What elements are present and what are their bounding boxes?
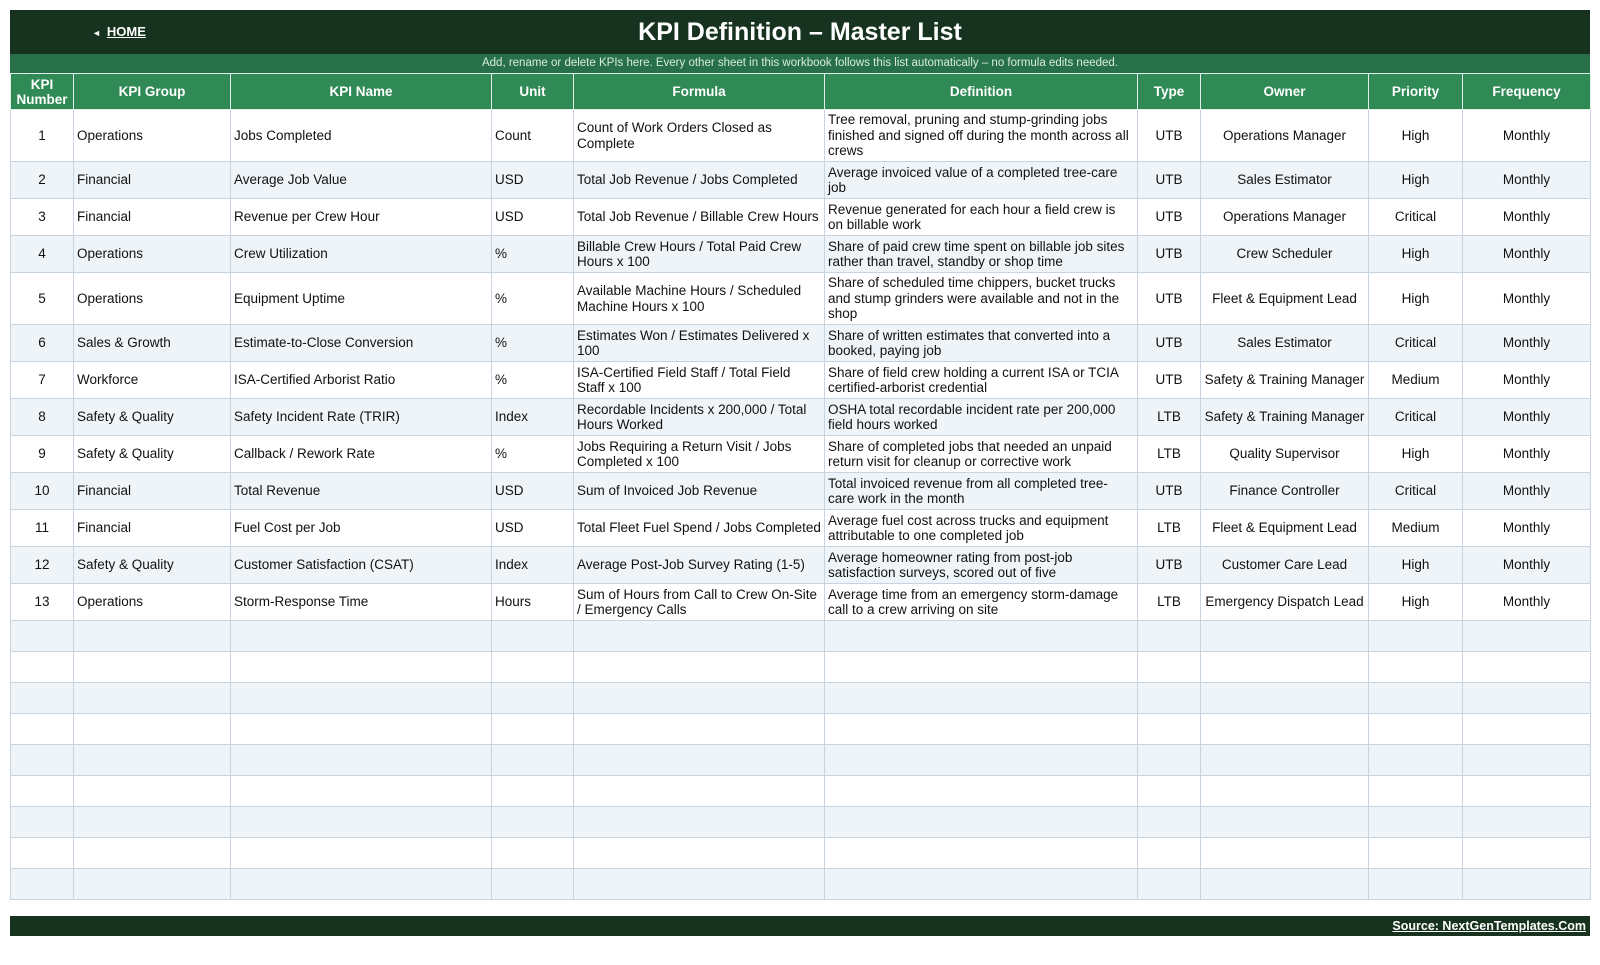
- formula-cell[interactable]: Sum of Hours from Call to Crew On-Site / Emergency Calls: [574, 584, 825, 621]
- formula-cell[interactable]: Total Job Revenue / Billable Crew Hours: [574, 199, 825, 236]
- definition-cell[interactable]: Average homeowner rating from post-job satisfaction surveys, scored out of five: [825, 547, 1138, 584]
- empty-cell[interactable]: [825, 838, 1138, 869]
- frequency-cell[interactable]: Monthly: [1463, 162, 1591, 199]
- empty-cell[interactable]: [231, 652, 492, 683]
- kpi-group-cell[interactable]: Safety & Quality: [74, 547, 231, 584]
- empty-cell[interactable]: [1138, 776, 1201, 807]
- owner-cell[interactable]: Emergency Dispatch Lead: [1201, 584, 1369, 621]
- empty-cell[interactable]: [1463, 745, 1591, 776]
- empty-cell[interactable]: [1463, 683, 1591, 714]
- formula-cell[interactable]: Jobs Requiring a Return Visit / Jobs Completed x 100: [574, 436, 825, 473]
- table-row: [11, 584, 1591, 621]
- kpi-group-cell[interactable]: Financial: [74, 162, 231, 199]
- kpi-number-cell[interactable]: 8: [11, 399, 74, 436]
- empty-cell[interactable]: [492, 745, 574, 776]
- empty-cell[interactable]: [1369, 621, 1463, 652]
- priority-cell[interactable]: High: [1369, 236, 1463, 273]
- table-row: [11, 436, 1591, 473]
- empty-cell[interactable]: [231, 869, 492, 900]
- empty-table-row: [11, 714, 1591, 745]
- definition-cell[interactable]: Share of scheduled time chippers, bucket trucks and stump grinders were available and not in the shop: [825, 273, 1138, 325]
- empty-cell[interactable]: [825, 683, 1138, 714]
- priority-cell[interactable]: High: [1369, 110, 1463, 162]
- col-header-formula[interactable]: Formula: [574, 74, 825, 110]
- kpi-number-cell[interactable]: 10: [11, 473, 74, 510]
- kpi-name-cell[interactable]: Customer Satisfaction (CSAT): [231, 547, 492, 584]
- empty-cell[interactable]: [1201, 652, 1369, 683]
- empty-table-row: [11, 838, 1591, 869]
- kpi-table: [10, 73, 1591, 900]
- kpi-number-cell[interactable]: 4: [11, 236, 74, 273]
- frequency-cell[interactable]: Monthly: [1463, 236, 1591, 273]
- empty-cell[interactable]: [231, 714, 492, 745]
- priority-cell[interactable]: Critical: [1369, 473, 1463, 510]
- kpi-name-cell[interactable]: Storm-Response Time: [231, 584, 492, 621]
- empty-cell[interactable]: [74, 807, 231, 838]
- empty-cell[interactable]: [74, 621, 231, 652]
- table-row: [11, 325, 1591, 362]
- unit-cell[interactable]: %: [492, 436, 574, 473]
- kpi-name-cell[interactable]: Revenue per Crew Hour: [231, 199, 492, 236]
- home-link[interactable]: [92, 10, 146, 54]
- table-row: [11, 199, 1591, 236]
- empty-cell[interactable]: [1463, 714, 1591, 745]
- kpi-number-cell[interactable]: 1: [11, 110, 74, 162]
- col-header-kpi-group[interactable]: KPI Group: [74, 74, 231, 110]
- definition-cell[interactable]: Share of written estimates that converted into a booked, paying job: [825, 325, 1138, 362]
- source-link[interactable]: Source: NextGenTemplates.Com: [1392, 919, 1586, 933]
- empty-cell[interactable]: [74, 652, 231, 683]
- empty-cell[interactable]: [825, 621, 1138, 652]
- priority-cell[interactable]: Critical: [1369, 199, 1463, 236]
- owner-cell[interactable]: Quality Supervisor: [1201, 436, 1369, 473]
- kpi-group-cell[interactable]: Workforce: [74, 362, 231, 399]
- frequency-cell[interactable]: Monthly: [1463, 510, 1591, 547]
- kpi-group-cell[interactable]: Safety & Quality: [74, 436, 231, 473]
- footer-bar: [10, 916, 1590, 936]
- frequency-cell[interactable]: Monthly: [1463, 199, 1591, 236]
- empty-cell[interactable]: [1463, 621, 1591, 652]
- empty-cell[interactable]: [825, 652, 1138, 683]
- frequency-cell[interactable]: Monthly: [1463, 436, 1591, 473]
- empty-cell[interactable]: [1138, 807, 1201, 838]
- empty-cell[interactable]: [74, 683, 231, 714]
- col-header-kpi-name[interactable]: KPI Name: [231, 74, 492, 110]
- col-header-unit[interactable]: Unit: [492, 74, 574, 110]
- empty-cell[interactable]: [1369, 683, 1463, 714]
- empty-cell[interactable]: [11, 807, 74, 838]
- type-cell[interactable]: UTB: [1138, 325, 1201, 362]
- type-cell[interactable]: UTB: [1138, 473, 1201, 510]
- empty-cell[interactable]: [574, 807, 825, 838]
- priority-cell[interactable]: High: [1369, 162, 1463, 199]
- kpi-number-cell[interactable]: 11: [11, 510, 74, 547]
- table-row: [11, 273, 1591, 325]
- kpi-group-cell[interactable]: Safety & Quality: [74, 399, 231, 436]
- priority-cell[interactable]: High: [1369, 273, 1463, 325]
- col-header-kpi-number[interactable]: KPI Number: [11, 74, 74, 110]
- frequency-cell[interactable]: Monthly: [1463, 399, 1591, 436]
- priority-cell[interactable]: Critical: [1369, 399, 1463, 436]
- kpi-number-cell[interactable]: 9: [11, 436, 74, 473]
- kpi-group-cell[interactable]: Financial: [74, 473, 231, 510]
- empty-cell[interactable]: [1463, 776, 1591, 807]
- formula-cell[interactable]: Billable Crew Hours / Total Paid Crew Hours x 100: [574, 236, 825, 273]
- type-cell[interactable]: LTB: [1138, 510, 1201, 547]
- empty-cell[interactable]: [1463, 652, 1591, 683]
- col-header-type[interactable]: Type: [1138, 74, 1201, 110]
- empty-cell[interactable]: [11, 714, 74, 745]
- empty-cell[interactable]: [1201, 714, 1369, 745]
- empty-cell[interactable]: [1463, 807, 1591, 838]
- empty-cell[interactable]: [574, 838, 825, 869]
- empty-cell[interactable]: [1369, 776, 1463, 807]
- kpi-group-cell[interactable]: Operations: [74, 110, 231, 162]
- owner-cell[interactable]: Finance Controller: [1201, 473, 1369, 510]
- owner-cell[interactable]: Safety & Training Manager: [1201, 362, 1369, 399]
- empty-table-row: [11, 621, 1591, 652]
- unit-cell[interactable]: USD: [492, 162, 574, 199]
- empty-cell[interactable]: [492, 683, 574, 714]
- formula-cell[interactable]: Total Fleet Fuel Spend / Jobs Completed: [574, 510, 825, 547]
- kpi-name-cell[interactable]: Estimate-to-Close Conversion: [231, 325, 492, 362]
- type-cell[interactable]: LTB: [1138, 436, 1201, 473]
- empty-cell[interactable]: [231, 621, 492, 652]
- owner-cell[interactable]: Fleet & Equipment Lead: [1201, 273, 1369, 325]
- priority-cell[interactable]: High: [1369, 584, 1463, 621]
- empty-cell[interactable]: [1138, 869, 1201, 900]
- kpi-group-cell[interactable]: Operations: [74, 584, 231, 621]
- frequency-cell[interactable]: Monthly: [1463, 273, 1591, 325]
- empty-table-row: [11, 652, 1591, 683]
- table-row: [11, 110, 1591, 162]
- kpi-group-cell[interactable]: Financial: [74, 510, 231, 547]
- empty-table-row: [11, 807, 1591, 838]
- empty-cell[interactable]: [11, 683, 74, 714]
- kpi-name-cell[interactable]: Safety Incident Rate (TRIR): [231, 399, 492, 436]
- empty-cell[interactable]: [825, 776, 1138, 807]
- unit-cell[interactable]: USD: [492, 199, 574, 236]
- formula-cell[interactable]: Estimates Won / Estimates Delivered x 100: [574, 325, 825, 362]
- empty-cell[interactable]: [492, 621, 574, 652]
- formula-cell[interactable]: Available Machine Hours / Scheduled Machine Hours x 100: [574, 273, 825, 325]
- empty-cell[interactable]: [11, 621, 74, 652]
- empty-cell[interactable]: [231, 838, 492, 869]
- kpi-number-cell[interactable]: 13: [11, 584, 74, 621]
- formula-cell[interactable]: Total Job Revenue / Jobs Completed: [574, 162, 825, 199]
- empty-cell[interactable]: [231, 776, 492, 807]
- owner-cell[interactable]: Sales Estimator: [1201, 325, 1369, 362]
- empty-cell[interactable]: [74, 745, 231, 776]
- empty-cell[interactable]: [574, 776, 825, 807]
- empty-cell[interactable]: [492, 776, 574, 807]
- priority-cell[interactable]: High: [1369, 547, 1463, 584]
- priority-cell[interactable]: Medium: [1369, 510, 1463, 547]
- empty-cell[interactable]: [1138, 714, 1201, 745]
- empty-cell[interactable]: [74, 776, 231, 807]
- table-row: [11, 162, 1591, 199]
- kpi-group-cell[interactable]: Sales & Growth: [74, 325, 231, 362]
- empty-cell[interactable]: [74, 869, 231, 900]
- kpi-name-cell[interactable]: Fuel Cost per Job: [231, 510, 492, 547]
- empty-cell[interactable]: [231, 807, 492, 838]
- owner-cell[interactable]: Safety & Training Manager: [1201, 399, 1369, 436]
- definition-cell[interactable]: Average time from an emergency storm-damage call to a crew arriving on site: [825, 584, 1138, 621]
- kpi-number-cell[interactable]: 2: [11, 162, 74, 199]
- frequency-cell[interactable]: Monthly: [1463, 584, 1591, 621]
- empty-cell[interactable]: [74, 838, 231, 869]
- kpi-group-cell[interactable]: Operations: [74, 236, 231, 273]
- table-row: [11, 510, 1591, 547]
- unit-cell[interactable]: Hours: [492, 584, 574, 621]
- owner-cell[interactable]: Operations Manager: [1201, 199, 1369, 236]
- unit-cell[interactable]: Index: [492, 547, 574, 584]
- type-cell[interactable]: LTB: [1138, 584, 1201, 621]
- empty-cell[interactable]: [825, 745, 1138, 776]
- empty-cell[interactable]: [11, 869, 74, 900]
- empty-cell[interactable]: [1201, 621, 1369, 652]
- empty-cell[interactable]: [11, 838, 74, 869]
- empty-cell[interactable]: [574, 714, 825, 745]
- empty-cell[interactable]: [231, 745, 492, 776]
- empty-cell[interactable]: [574, 869, 825, 900]
- kpi-group-cell[interactable]: Operations: [74, 273, 231, 325]
- type-cell[interactable]: UTB: [1138, 547, 1201, 584]
- definition-cell[interactable]: Average invoiced value of a completed tree-care job: [825, 162, 1138, 199]
- type-cell[interactable]: UTB: [1138, 162, 1201, 199]
- formula-cell[interactable]: Sum of Invoiced Job Revenue: [574, 473, 825, 510]
- empty-cell[interactable]: [492, 714, 574, 745]
- unit-cell[interactable]: Count: [492, 110, 574, 162]
- unit-cell[interactable]: %: [492, 236, 574, 273]
- table-row: [11, 399, 1591, 436]
- empty-cell[interactable]: [231, 683, 492, 714]
- formula-cell[interactable]: Average Post-Job Survey Rating (1-5): [574, 547, 825, 584]
- empty-cell[interactable]: [1138, 838, 1201, 869]
- table-row: [11, 547, 1591, 584]
- empty-cell[interactable]: [492, 869, 574, 900]
- frequency-cell[interactable]: Monthly: [1463, 362, 1591, 399]
- definition-cell[interactable]: Share of paid crew time spent on billable job sites rather than travel, standby or shop time: [825, 236, 1138, 273]
- table-body: [11, 110, 1591, 900]
- empty-cell[interactable]: [1201, 745, 1369, 776]
- kpi-name-cell[interactable]: Crew Utilization: [231, 236, 492, 273]
- unit-cell[interactable]: %: [492, 362, 574, 399]
- empty-cell[interactable]: [74, 714, 231, 745]
- kpi-sheet: [10, 10, 1590, 900]
- definition-cell[interactable]: Tree removal, pruning and stump-grinding jobs finished and signed off during the month across all crews: [825, 110, 1138, 162]
- empty-table-row: [11, 745, 1591, 776]
- empty-cell[interactable]: [574, 621, 825, 652]
- empty-cell[interactable]: [1138, 745, 1201, 776]
- empty-cell[interactable]: [574, 745, 825, 776]
- empty-cell[interactable]: [11, 745, 74, 776]
- empty-table-row: [11, 683, 1591, 714]
- owner-cell[interactable]: Operations Manager: [1201, 110, 1369, 162]
- definition-cell[interactable]: Total invoiced revenue from all completed tree-care work in the month: [825, 473, 1138, 510]
- unit-cell[interactable]: USD: [492, 473, 574, 510]
- kpi-number-cell[interactable]: 5: [11, 273, 74, 325]
- empty-table-row: [11, 869, 1591, 900]
- formula-cell[interactable]: Count of Work Orders Closed as Complete: [574, 110, 825, 162]
- definition-cell[interactable]: Average fuel cost across trucks and equipment attributable to one completed job: [825, 510, 1138, 547]
- empty-cell[interactable]: [1369, 745, 1463, 776]
- empty-cell[interactable]: [574, 683, 825, 714]
- empty-cell[interactable]: [11, 652, 74, 683]
- col-header-owner[interactable]: Owner: [1201, 74, 1369, 110]
- empty-cell[interactable]: [1201, 869, 1369, 900]
- empty-cell[interactable]: [11, 776, 74, 807]
- kpi-name-cell[interactable]: ISA-Certified Arborist Ratio: [231, 362, 492, 399]
- frequency-cell[interactable]: Monthly: [1463, 547, 1591, 584]
- type-cell[interactable]: UTB: [1138, 273, 1201, 325]
- unit-cell[interactable]: Index: [492, 399, 574, 436]
- empty-cell[interactable]: [1138, 621, 1201, 652]
- formula-cell[interactable]: Recordable Incidents x 200,000 / Total Hours Worked: [574, 399, 825, 436]
- empty-cell[interactable]: [492, 838, 574, 869]
- empty-cell[interactable]: [574, 652, 825, 683]
- empty-cell[interactable]: [1369, 714, 1463, 745]
- kpi-number-cell[interactable]: 12: [11, 547, 74, 584]
- type-cell[interactable]: UTB: [1138, 110, 1201, 162]
- empty-cell[interactable]: [825, 807, 1138, 838]
- type-cell[interactable]: UTB: [1138, 199, 1201, 236]
- empty-cell[interactable]: [1201, 776, 1369, 807]
- unit-cell[interactable]: USD: [492, 510, 574, 547]
- empty-cell[interactable]: [1369, 838, 1463, 869]
- type-cell[interactable]: LTB: [1138, 399, 1201, 436]
- empty-cell[interactable]: [825, 714, 1138, 745]
- page-title: KPI Definition – Master List: [638, 18, 962, 46]
- kpi-name-cell[interactable]: Total Revenue: [231, 473, 492, 510]
- frequency-cell[interactable]: Monthly: [1463, 110, 1591, 162]
- kpi-name-cell[interactable]: Equipment Uptime: [231, 273, 492, 325]
- title-bar: [10, 10, 1590, 54]
- header-row: [11, 74, 1591, 110]
- empty-cell[interactable]: [1201, 683, 1369, 714]
- kpi-number-cell[interactable]: 6: [11, 325, 74, 362]
- empty-cell[interactable]: [1463, 869, 1591, 900]
- kpi-name-cell[interactable]: Jobs Completed: [231, 110, 492, 162]
- priority-cell[interactable]: High: [1369, 436, 1463, 473]
- kpi-number-cell[interactable]: 3: [11, 199, 74, 236]
- owner-cell[interactable]: Fleet & Equipment Lead: [1201, 510, 1369, 547]
- frequency-cell[interactable]: Monthly: [1463, 473, 1591, 510]
- unit-cell[interactable]: %: [492, 325, 574, 362]
- kpi-group-cell[interactable]: Financial: [74, 199, 231, 236]
- kpi-number-cell[interactable]: 7: [11, 362, 74, 399]
- type-cell[interactable]: UTB: [1138, 362, 1201, 399]
- empty-cell[interactable]: [1369, 807, 1463, 838]
- empty-cell[interactable]: [1369, 869, 1463, 900]
- owner-cell[interactable]: Sales Estimator: [1201, 162, 1369, 199]
- instructions-text: Add, rename or delete KPIs here. Every other sheet in this workbook follows this list automatically – no formula edits needed.: [10, 54, 1590, 73]
- table-row: [11, 236, 1591, 273]
- kpi-name-cell[interactable]: Average Job Value: [231, 162, 492, 199]
- empty-table-row: [11, 776, 1591, 807]
- owner-cell[interactable]: Crew Scheduler: [1201, 236, 1369, 273]
- table-row: [11, 362, 1591, 399]
- home-label: HOME: [106, 24, 146, 39]
- empty-cell[interactable]: [1201, 807, 1369, 838]
- definition-cell[interactable]: Share of completed jobs that needed an unpaid return visit for cleanup or corrective work: [825, 436, 1138, 473]
- empty-cell[interactable]: [1463, 838, 1591, 869]
- back-arrow-icon: ◄: [92, 28, 101, 38]
- col-header-definition[interactable]: Definition: [825, 74, 1138, 110]
- table-row: [11, 473, 1591, 510]
- empty-cell[interactable]: [1138, 683, 1201, 714]
- type-cell[interactable]: UTB: [1138, 236, 1201, 273]
- priority-cell[interactable]: Critical: [1369, 325, 1463, 362]
- empty-cell[interactable]: [1369, 652, 1463, 683]
- definition-cell[interactable]: Revenue generated for each hour a field crew is on billable work: [825, 199, 1138, 236]
- unit-cell[interactable]: %: [492, 273, 574, 325]
- empty-cell[interactable]: [825, 869, 1138, 900]
- col-header-frequency[interactable]: Frequency: [1463, 74, 1591, 110]
- priority-cell[interactable]: Medium: [1369, 362, 1463, 399]
- empty-cell[interactable]: [492, 652, 574, 683]
- frequency-cell[interactable]: Monthly: [1463, 325, 1591, 362]
- empty-cell[interactable]: [1201, 838, 1369, 869]
- col-header-priority[interactable]: Priority: [1369, 74, 1463, 110]
- definition-cell[interactable]: OSHA total recordable incident rate per 200,000 field hours worked: [825, 399, 1138, 436]
- definition-cell[interactable]: Share of field crew holding a current ISA or TCIA certified-arborist credential: [825, 362, 1138, 399]
- empty-cell[interactable]: [1138, 652, 1201, 683]
- formula-cell[interactable]: ISA-Certified Field Staff / Total Field Staff x 100: [574, 362, 825, 399]
- empty-cell[interactable]: [492, 807, 574, 838]
- kpi-name-cell[interactable]: Callback / Rework Rate: [231, 436, 492, 473]
- owner-cell[interactable]: Customer Care Lead: [1201, 547, 1369, 584]
